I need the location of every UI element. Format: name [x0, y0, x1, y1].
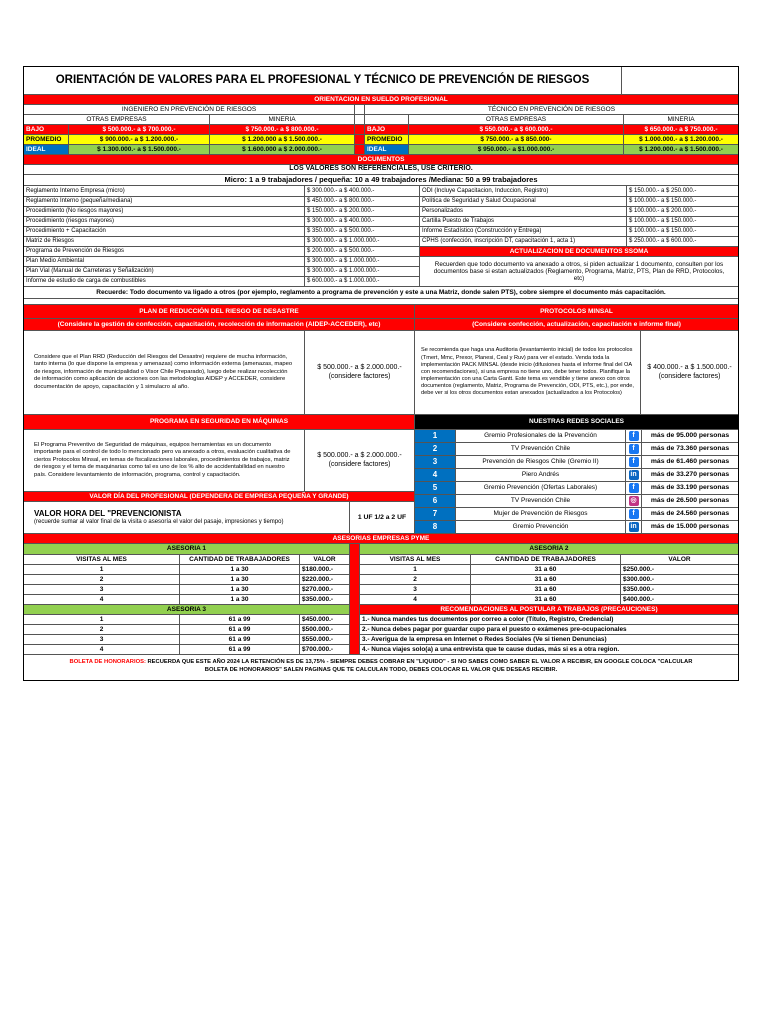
asesoria-row	[24, 574, 349, 584]
doc-value: $ 100.000.- a $ 150.000.-	[626, 227, 738, 236]
update-text-row	[420, 256, 738, 286]
asesoria-visitas: 2	[99, 625, 104, 633]
doc-name: Procedimiento + Capacitación	[26, 228, 106, 235]
tec-title: TÉCNICO EN PREVENCIÓN DE RIESGOS	[364, 105, 738, 114]
docs-heading-row	[24, 154, 738, 164]
doc-name: Procedimiento (No riesgos mayores)	[26, 208, 124, 215]
doc-row	[420, 196, 738, 206]
doc-value: $ 450.000.- a $ 800.000.-	[304, 197, 419, 206]
rec-rows	[360, 614, 738, 654]
asesoria-valor: $450.000.-	[299, 615, 349, 624]
doc-row	[420, 226, 738, 236]
sueldo-gap	[354, 105, 364, 114]
recommendation-text: 4.- Nunca viajes solo(a) a una entrevista que te cause dudas, más si es a otra region.	[362, 645, 620, 653]
social-number: 4	[415, 469, 455, 481]
doc-row	[24, 186, 419, 196]
doc-row	[24, 196, 419, 206]
asesoria-row	[24, 634, 349, 644]
facebook-icon: f	[629, 509, 639, 519]
doc-value: $ 350.000.- a $ 500.000.-	[304, 227, 419, 236]
social-network-row	[415, 429, 738, 442]
tec-otras-value: $ 550.000.- a $ 600.000.-	[408, 125, 623, 134]
doc-row	[24, 236, 419, 246]
maquinas-heading: PROGRAMA EN SEGURIDAD EN MÁQUINAS	[24, 415, 414, 429]
maquinas-redes-block	[24, 414, 738, 533]
doc-row	[24, 226, 419, 236]
doc-name: ODI (Incluye Capacitacion, Induccion, Registro)	[422, 187, 549, 194]
docs-sub-row	[24, 164, 738, 174]
doc-row	[24, 276, 419, 286]
doc-value: $ 300.000.- a $ 1.000.000.-	[304, 267, 419, 276]
sueldo-gap	[354, 115, 364, 124]
asesoria-valor: $220.000.-	[299, 575, 349, 584]
sueldo-gap	[354, 125, 364, 134]
facebook-icon: f	[629, 483, 639, 493]
tec-mineria-value: $ 650.000.- a $ 750.000.-	[623, 125, 738, 134]
instagram-icon: ◎	[630, 497, 637, 504]
price-sheet	[23, 66, 739, 681]
linkedin-icon: in	[630, 471, 637, 478]
title-blank-cell	[621, 67, 738, 94]
sueldo-cols-row	[24, 114, 738, 124]
redes-column	[414, 415, 738, 533]
doc-value: $ 300.000.- a $ 400.000.-	[304, 217, 419, 226]
spacer-row	[24, 298, 738, 304]
asesorias-right	[359, 544, 738, 654]
asesoria-row	[360, 594, 738, 604]
maquinas-heading-row	[24, 415, 414, 429]
asesoria-row	[24, 564, 349, 574]
tec-otras-value: $ 950.000.- a $1.000.000.-	[408, 145, 623, 154]
doc-name: Informe Estadístico (Construcción y Entrega)	[422, 228, 542, 235]
social-name: Gremio Prevención (Ofertas Laborales)	[455, 482, 625, 494]
doc-value: $ 600.000.- a $ 1.000.000.-	[304, 277, 419, 286]
social-icon-cell	[625, 495, 641, 507]
a1-rows	[24, 564, 349, 604]
rrd-minsal-body-row	[24, 330, 738, 414]
social-number: 7	[415, 508, 455, 520]
social-count: más de 15.000 personas	[641, 521, 738, 533]
social-count: más de 33.190 personas	[641, 482, 738, 494]
ing-otras-value: $ 1.300.000.- a $ 1.500.000.-	[68, 145, 209, 154]
asesoria-cantidad: 61 a 99	[179, 615, 299, 624]
doc-name: Política de Seguridad y Salud Ocupacional	[422, 198, 536, 205]
dia-heading-row	[24, 491, 414, 501]
recommendation-row	[360, 614, 738, 624]
maquinas-column	[24, 415, 414, 533]
asesorias-block	[24, 543, 738, 654]
asesoria-valor: $700.000.-	[299, 645, 349, 654]
docs-heading: DOCUMENTOS	[24, 155, 738, 164]
asesoria-valor: $300.000.-	[620, 575, 738, 584]
dia-title: VALOR HORA DEL "PREVENCIONISTA	[34, 509, 182, 519]
rrd-subheading: (Considere la gestión de confección, capacitación, recolección de información (AIDEP-ACCEDER), etc)	[24, 319, 414, 330]
doc-value: $ 250.000.- a $ 600.000.-	[626, 237, 738, 246]
recommendation-text: 1.- Nunca mandes tus documentos por correo a color (Título, Registro, Credencial)	[362, 615, 614, 623]
sueldo-label: IDEAL	[24, 145, 68, 154]
asesoria-valor: $400.000.-	[620, 595, 738, 604]
asesoria-cantidad: 1 a 30	[179, 565, 299, 574]
dia-value: 1 UF 1/2 a 2 UF	[349, 502, 414, 533]
asesoria-cantidad: 61 a 99	[179, 625, 299, 634]
social-network-row	[415, 455, 738, 468]
doc-row	[420, 216, 738, 226]
tec-label: IDEAL	[364, 145, 408, 154]
social-name: Gremio Prevención	[455, 521, 625, 533]
social-network-row	[415, 442, 738, 455]
update-heading-row	[420, 246, 738, 256]
doc-name: Reglamento Interno Empresa (micro)	[26, 187, 125, 194]
docs-subheading: LOS VALORES SON REFERENCIALES, USE CRITERIO.	[289, 165, 473, 173]
social-network-row	[415, 481, 738, 494]
docs-left-list	[24, 186, 419, 286]
recommendation-text: 2.- Nunca debes pagar por guardar cupo para el puesto o exámenes pre-ocupacionales	[362, 625, 627, 633]
doc-name: Matriz de Riesgos	[26, 238, 75, 245]
doc-row	[420, 206, 738, 216]
asesoria-valor: $250.000.-	[620, 565, 738, 574]
tec-otras-header: OTRAS EMPRESAS	[408, 115, 623, 124]
doc-row	[420, 236, 738, 246]
tec-label-blank	[364, 115, 408, 124]
sueldo-row	[24, 124, 738, 134]
rrd-minsal-heading-row	[24, 304, 738, 318]
ing-otras-value: $ 900.000.- a $ 1.200.000.-	[68, 135, 209, 144]
asesoria-visitas: 4	[413, 595, 417, 603]
ing-title: INGENIERO EN PREVENCIÓN DE RIESGOS	[121, 105, 257, 113]
a2-rows	[360, 564, 738, 604]
recommendation-text: 3.- Averigua de la empresa en Internet o Redes Sociales (Ve si tienen Denuncias)	[362, 635, 607, 643]
a2-valor-header: VALOR	[620, 555, 738, 564]
company-sizes: Micro: 1 a 9 trabajadores / pequeña: 10 a 49 trabajadores /Mediana: 50 a 99 trabajadores	[224, 175, 538, 184]
asesoria-cantidad: 61 a 99	[179, 635, 299, 644]
doc-row	[24, 246, 419, 256]
doc-value: $ 100.000.- a $ 150.000.-	[626, 217, 738, 226]
doc-row	[24, 216, 419, 226]
minsal-subheading: (Considere confección, actualización, capacitación e informe final)	[414, 319, 738, 330]
update-text: Recuerden que todo documento va anexado a otros, si piden actualizar 1 documento, consulten por los documentos base si estan actualizados (Reglamento, Programa, Matriz, PTS, Plan de RRD, Protocolos, etc)	[433, 260, 725, 283]
asesoria-valor: $270.000.-	[299, 585, 349, 594]
asesoria-row	[24, 614, 349, 624]
a1-header-row	[24, 554, 349, 564]
doc-name: Plan Medio Ambiental	[26, 258, 85, 265]
docs-right-list	[419, 186, 738, 286]
asesoria-row	[24, 594, 349, 604]
social-network-row	[415, 468, 738, 481]
ing-mineria-header: MINERIA	[209, 115, 354, 124]
asesoria-cantidad: 1 a 30	[179, 595, 299, 604]
rrd-value: $ 500.000.- a $ 2.000.000.-	[317, 364, 402, 372]
maquinas-value: $ 500.000.- a $ 2.000.000.-	[317, 452, 402, 460]
tec-mineria-value: $ 1.000.000.- a $ 1.200.000.-	[623, 135, 738, 144]
minsal-factors: (considere factores)	[658, 372, 721, 380]
sueldo-heading-row	[24, 94, 738, 104]
tec-label: BAJO	[364, 125, 408, 134]
doc-value: $ 100.000.- a $ 200.000.-	[626, 207, 738, 216]
tec-otras-value: $ 750.000.- a $ 850.000-	[408, 135, 623, 144]
social-number: 3	[415, 456, 455, 468]
facebook-icon: f	[629, 457, 639, 467]
minsal-value: $ 400.000.- a $ 1.500.000.-	[647, 364, 732, 372]
boleta-label: BOLETA DE HONORARIOS:	[69, 659, 146, 665]
social-icon-cell	[625, 508, 641, 520]
ing-otras-header: OTRAS EMPRESAS	[86, 115, 147, 123]
asesoria-valor: $350.000.-	[299, 595, 349, 604]
ing-mineria-value: $ 1.200.000 a $ 1.500.000.-	[209, 135, 354, 144]
a2-title-row	[360, 544, 738, 554]
page-title: ORIENTACIÓN DE VALORES PARA EL PROFESIONAL Y TÉCNICO DE PREVENCIÓN DE RIESGOS	[55, 73, 590, 86]
doc-row	[24, 256, 419, 266]
asesoria-cantidad: 31 a 60	[470, 595, 620, 604]
sueldo-rows	[24, 124, 738, 154]
redes-list	[415, 429, 738, 533]
asesoria-visitas: 1	[413, 565, 417, 573]
social-name: TV Prevención Chile	[455, 495, 625, 507]
a3-title: ASESORIA 3	[24, 605, 349, 614]
docs-table	[24, 185, 738, 286]
doc-row	[24, 266, 419, 276]
social-count: más de 33.270 personas	[641, 469, 738, 481]
doc-name: Programa de Prevención de Riesgos	[26, 248, 125, 255]
a1-cantidad-header: CANTIDAD DE TRABAJADORES	[179, 555, 299, 564]
asesorias-heading-row	[24, 533, 738, 543]
social-name: Prevención de Riesgos Chile (Gremio II)	[455, 456, 625, 468]
social-name: Mujer de Prevención de Riesgos	[455, 508, 625, 520]
asesorias-heading: ASESORIAS EMPRESAS PYME	[24, 534, 738, 543]
asesoria-row	[360, 574, 738, 584]
social-name: Piero Andrés	[455, 469, 625, 481]
sueldo-row	[24, 134, 738, 144]
social-icon-cell	[625, 521, 641, 533]
social-number: 1	[415, 430, 455, 442]
doc-name: Informe de estudio de carga de combustibles	[26, 278, 146, 285]
ing-mineria-value: $ 1.600.000 a $ 2.000.000.-	[209, 145, 354, 154]
doc-row	[420, 186, 738, 196]
asesoria-row	[24, 644, 349, 654]
asesoria-visitas: 3	[99, 635, 104, 643]
boleta-row	[24, 654, 738, 680]
docs-sizes-row	[24, 174, 738, 185]
docs-note-row	[24, 286, 738, 298]
doc-value: $ 300.000.- a $ 1.000.000.-	[304, 257, 419, 266]
rrd-price	[304, 331, 414, 414]
asesoria-visitas: 3	[413, 585, 417, 593]
doc-value: $ 150.000.- a $ 200.000.-	[304, 207, 419, 216]
asesoria-cantidad: 1 a 30	[179, 575, 299, 584]
asesoria-valor: $180.000.-	[299, 565, 349, 574]
maquinas-body-row	[24, 429, 414, 491]
sueldo-heading: ORIENTACION EN SUELDO PROFESIONAL	[24, 95, 738, 104]
social-network-row	[415, 507, 738, 520]
minsal-heading: PROTOCOLOS MINSAL	[414, 305, 738, 318]
a1-visitas-header: VISITAS AL MES	[76, 555, 127, 563]
rrd-minsal-sub-row	[24, 318, 738, 330]
social-name: Gremio Profesionales de la Prevención	[455, 430, 625, 442]
social-number: 6	[415, 495, 455, 507]
a2-cantidad-header: CANTIDAD DE TRABAJADORES	[470, 555, 620, 564]
asesoria-visitas: 1	[99, 615, 104, 623]
tec-label: PROMEDIO	[364, 135, 408, 144]
tec-mineria-value: $ 1.200.000.- a $ 1.500.000.-	[623, 145, 738, 154]
minsal-price	[640, 331, 738, 414]
asesoria-visitas: 3	[99, 585, 104, 593]
a1-valor-header: VALOR	[299, 555, 349, 564]
social-icon-cell	[625, 469, 641, 481]
social-number: 8	[415, 521, 455, 533]
asesoria-row	[360, 584, 738, 594]
facebook-icon: f	[629, 431, 639, 441]
a2-visitas-header: VISITAS AL MES	[389, 555, 441, 563]
docs-right-items	[420, 186, 738, 246]
update-heading: ACTUALIZACION DE DOCUMENTOS SSOMA	[420, 247, 738, 256]
dia-body-row	[24, 501, 414, 533]
asesoria-valor: $350.000.-	[620, 585, 738, 594]
asesoria-visitas: 2	[99, 575, 104, 583]
a3-title-row	[24, 604, 349, 614]
a2-header-row	[360, 554, 738, 564]
social-number: 2	[415, 443, 455, 455]
a2-title: ASESORIA 2	[360, 544, 738, 554]
asesoria-cantidad: 1 a 30	[179, 585, 299, 594]
social-network-row	[415, 494, 738, 507]
asesoria-visitas: 4	[99, 645, 104, 653]
asesoria-cantidad: 61 a 99	[179, 645, 299, 654]
a3-rows	[24, 614, 349, 654]
asesoria-row	[24, 624, 349, 634]
asesorias-gap	[349, 544, 359, 654]
social-network-row	[415, 520, 738, 533]
tec-mineria-header: MINERIA	[623, 115, 738, 124]
doc-value: $ 150.000.- a $ 250.000.-	[626, 186, 738, 196]
doc-name: Cartilla Puesto de Trabajos	[422, 218, 495, 225]
rec-heading: RECOMENDACIONES AL POSTULAR A TRABAJOS (PRECAUCIONES)	[360, 605, 738, 614]
doc-name: Procedimiento (riesgos mayores)	[26, 218, 115, 225]
facebook-icon: f	[629, 444, 639, 454]
ing-otras-value: $ 500.000.- a $ 700.000.-	[68, 125, 209, 134]
asesorias-left	[24, 544, 349, 654]
doc-name: Plan Vial (Manual de Carreteras y Señalización)	[26, 268, 154, 275]
dia-sub: (recuerde sumar al valor final de la visita o asesoría el valor del pasaje, impresiones y tiempo)	[34, 518, 284, 525]
minsal-text: Se recomienda que haga una Auditoria (levantamiento inicial) de todos los protocolos (Tmert, Mmc, Prexor, Planesi, Ceal y Ruv) para ver el estado. Venda toda la implementación PACK MINSAL (desde inicio (difusiones hasta el informe final del OA con recomendaciones), si una empresa no tiene uno, debe tener todos. Planifique la implementación con una Carta Gantt. Este tema es vendible y tiene anexo con otros documentos (reglamento, Matriz, Programa de Prevención, ODI, PTS, etc.), por ende, debe ver si los otros documentos estan anexados (actualizados a los Protocolos)	[414, 331, 640, 414]
doc-name: CPHS (confección, inscripción DT, capacitación 1, acta 1)	[422, 238, 576, 245]
maquinas-price	[304, 430, 414, 491]
social-icon-cell	[625, 443, 641, 455]
doc-value: $ 300.000.- a $ 400.000.-	[304, 186, 419, 196]
asesoria-visitas: 4	[99, 595, 104, 603]
social-icon-cell	[625, 482, 641, 494]
sueldo-row	[24, 144, 738, 154]
redes-heading: NUESTRAS REDES SOCIALES	[415, 415, 738, 429]
maquinas-factors: (considere factores)	[328, 460, 391, 468]
a1-title-row	[24, 544, 349, 554]
rec-heading-row	[360, 604, 738, 614]
asesoria-row	[24, 584, 349, 594]
social-count: más de 26.500 personas	[641, 495, 738, 507]
rrd-heading: PLAN DE REDUCCIÓN DEL RIESGO DE DESASTRE	[24, 305, 414, 318]
title-row	[24, 67, 738, 94]
ing-mineria-value: $ 750.000.- a $ 800.000.-	[209, 125, 354, 134]
a1-title: ASESORIA 1	[24, 544, 349, 554]
boleta-text: RECUERDA QUE ESTE AÑO 2024 LA RETENCIÓN ES DE 13,75% - SIEMPRE DEBES COBRAR EN "LIQUIDO" - SI NO SABES COMO SABER EL VALOR A RECIBIR, EN GOOGLE COLOCA "CALCULAR BOLETA DE HONORARIOS" SALEN PAGINAS QUE TE CALCULAN TODO, DEBES COLOCAR EL VALOR QUE DESEAS RECIBIR.	[145, 659, 693, 673]
recommendation-row	[360, 624, 738, 634]
doc-value: $ 100.000.- a $ 150.000.-	[626, 197, 738, 206]
asesoria-cantidad: 31 a 60	[470, 575, 620, 584]
social-icon-cell	[625, 456, 641, 468]
asesoria-cantidad: 31 a 60	[470, 585, 620, 594]
doc-value: $ 200.000.- a $ 500.000.-	[304, 247, 419, 256]
rrd-factors: (considere factores)	[328, 372, 391, 380]
doc-value: $ 300.000.- a $ 1.000.000.-	[304, 237, 419, 246]
sueldo-gap	[354, 135, 364, 144]
doc-name: Personalizados	[422, 208, 464, 215]
asesoria-visitas: 1	[99, 565, 104, 573]
sueldo-label: PROMEDIO	[24, 135, 68, 144]
social-count: más de 24.560 personas	[641, 508, 738, 520]
rrd-text: Considere que el Plan RRD (Reducción del Riesgos del Desastre) requiere de mucha información, tanto interna (lo que dispone la empresa y amenazas) como información externa (amenazas, mapeo de riesgos, información de municipalidad o Visor Chile Preparado), luego debe realizar recolección de información como aplicación de acciones con las metodologías AIDEP y ACCEDER, considere documentación de apoyo, capacitación y 1 simulacro al año.	[34, 353, 293, 390]
doc-name: Reglamento Interno (pequeña/mediana)	[26, 198, 133, 205]
social-count: más de 73.360 personas	[641, 443, 738, 455]
recommendation-row	[360, 644, 738, 654]
asesoria-valor: $550.000.-	[299, 635, 349, 644]
asesoria-row	[360, 564, 738, 574]
dia-text	[24, 502, 349, 533]
asesoria-valor: $500.000.-	[299, 625, 349, 634]
boleta-note	[24, 655, 738, 680]
social-count: más de 95.000 personas	[641, 430, 738, 442]
dia-heading: VALOR DÍA DEL PROFESIONAL (DEPENDERA DE EMPRESA PEQUEÑA Y GRANDE)	[24, 492, 414, 501]
social-icon-cell	[625, 430, 641, 442]
sueldo-gap	[354, 145, 364, 154]
social-name: TV Prevención Chile	[455, 443, 625, 455]
sueldo-titles-row	[24, 104, 738, 114]
asesoria-visitas: 2	[413, 575, 417, 583]
maquinas-text: El Programa Preventivo de Seguridad de máquinas, equipos herramientas es un documento importante para el control de todo lo mencionado pero va anexado a otros, evaluación cualitativa de ciertos Protocolos Minsal, en temas de fiscalizaciones laborales, procedimientos de trabajos, matriz de riesgos y el tema de maquinarias como tal es uno de los % alto de accidentabilidad en nuestro país. Considere levantamiento de información, programa, control y capacitación.	[34, 441, 291, 478]
docs-note: Recuerde: Todo documento va ligado a otros (por ejemplo, reglamento a programa de prevención y este a una Matriz, donde salen PTS), cobre siempre el documento más capacitación.	[96, 288, 666, 296]
doc-row	[24, 206, 419, 216]
social-count: más de 61.460 personas	[641, 456, 738, 468]
asesoria-cantidad: 31 a 60	[470, 565, 620, 574]
redes-heading-row	[415, 415, 738, 429]
social-number: 5	[415, 482, 455, 494]
linkedin-icon: in	[630, 523, 637, 530]
recommendation-row	[360, 634, 738, 644]
sueldo-label: BAJO	[24, 125, 68, 134]
